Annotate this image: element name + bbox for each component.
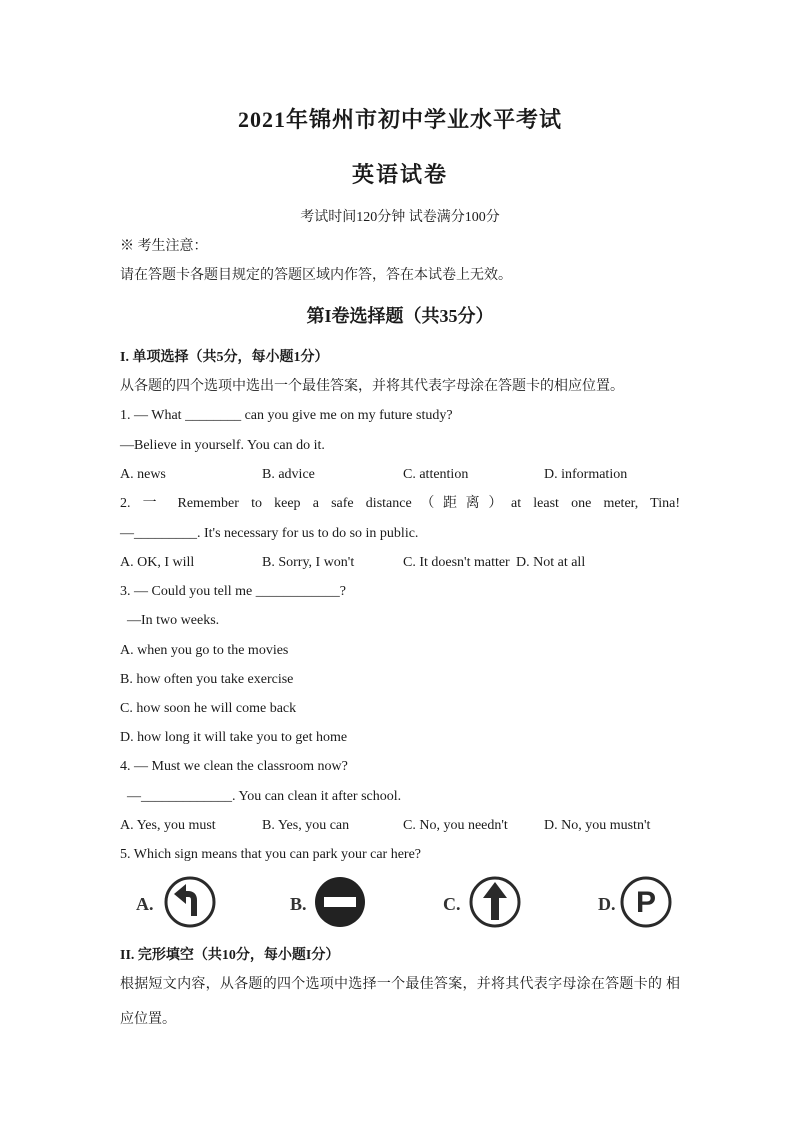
q3-option-c: C. how soon he will come back: [120, 701, 297, 716]
q1-option-b: B. advice: [262, 467, 315, 482]
q1-option-d: D. information: [544, 467, 628, 482]
q1-option-a: A. news: [120, 467, 166, 482]
part1-title: 第I卷选择题（共35分）: [306, 306, 494, 326]
q2-option-a: A. OK, I will: [120, 555, 195, 570]
q3-option-b: B. how often you take exercise: [120, 672, 294, 687]
q2-reply: —_________. It's necessary for us to do so in public.: [120, 526, 419, 541]
sign-c-label: C.: [443, 894, 461, 914]
sign-a-label: A.: [136, 894, 154, 914]
sign-option-c: [443, 874, 528, 938]
q1-reply: —Believe in yourself. You can do it.: [120, 438, 325, 453]
section2-title: II. 完形填空（共10分，每小题I分）: [120, 948, 340, 963]
parking-icon: [618, 874, 674, 930]
exam-subtitle: 英语试卷: [351, 162, 448, 187]
q2-option-d: D. Not at all: [516, 555, 586, 570]
notice-heading: ※ 考生注意：: [120, 239, 208, 254]
q4-option-d: D. No, you mustn't: [544, 818, 651, 833]
q4-option-c: C. No, you needn't: [403, 818, 508, 833]
section2-instruction-line1: 根据短文内容，从各题的四个选项中选择一个最佳答案，并将其代表字母涂在答题卡的 相: [120, 977, 680, 992]
q3-option-a: A. when you go to the movies: [120, 643, 289, 658]
turn-left-arrow-icon: [162, 874, 218, 930]
no-entry-icon: [312, 874, 368, 930]
sign-option-a: [136, 874, 216, 938]
q2-option-c: C. It doesn't matter: [403, 555, 510, 570]
parking-glyph: P: [635, 886, 657, 919]
notice-text: 请在答题卡各题目规定的答题区域内作答，答在本试卷上无效。: [120, 268, 512, 283]
q3-option-d: D. how long it will take you to get home: [120, 730, 348, 745]
exam-meta: 考试时间120分钟 试卷满分100分: [300, 210, 500, 225]
q4-reply: —_____________. You can clean it after school.: [127, 789, 402, 804]
q2-stem: 2. 一 Remember to keep a safe distance（距离）at least one meter, Tina!: [120, 496, 680, 511]
sign-d-label: D.: [598, 894, 616, 914]
exam-title: 2021年锦州市初中学业水平考试: [237, 107, 562, 132]
sign-b-label: B.: [290, 894, 307, 914]
q4-option-a: A. Yes, you must: [120, 818, 216, 833]
section1-title: I. 单项选择（共5分，每小题1分）: [120, 350, 329, 365]
q5-stem: 5. Which sign means that you can park your car here?: [120, 847, 422, 862]
section1-instruction: 从各题的四个选项中选出一个最佳答案，并将其代表字母涂在答题卡的相应位置。: [120, 379, 624, 394]
q2-option-b: B. Sorry, I won't: [262, 555, 355, 570]
q1-stem: 1. — What ________ can you give me on my future study?: [120, 408, 453, 423]
q4-option-b: B. Yes, you can: [262, 818, 350, 833]
straight-ahead-arrow-icon: [467, 874, 523, 930]
sign-option-b: [290, 874, 370, 938]
section2-instruction-line2: 应位置。: [120, 1012, 176, 1027]
q3-stem: 3. — Could you tell me ____________?: [120, 584, 346, 599]
q4-stem: 4. — Must we clean the classroom now?: [120, 759, 348, 774]
q1-option-c: C. attention: [403, 467, 469, 482]
sign-option-d: [598, 874, 683, 938]
q3-reply: —In two weeks.: [127, 613, 220, 628]
